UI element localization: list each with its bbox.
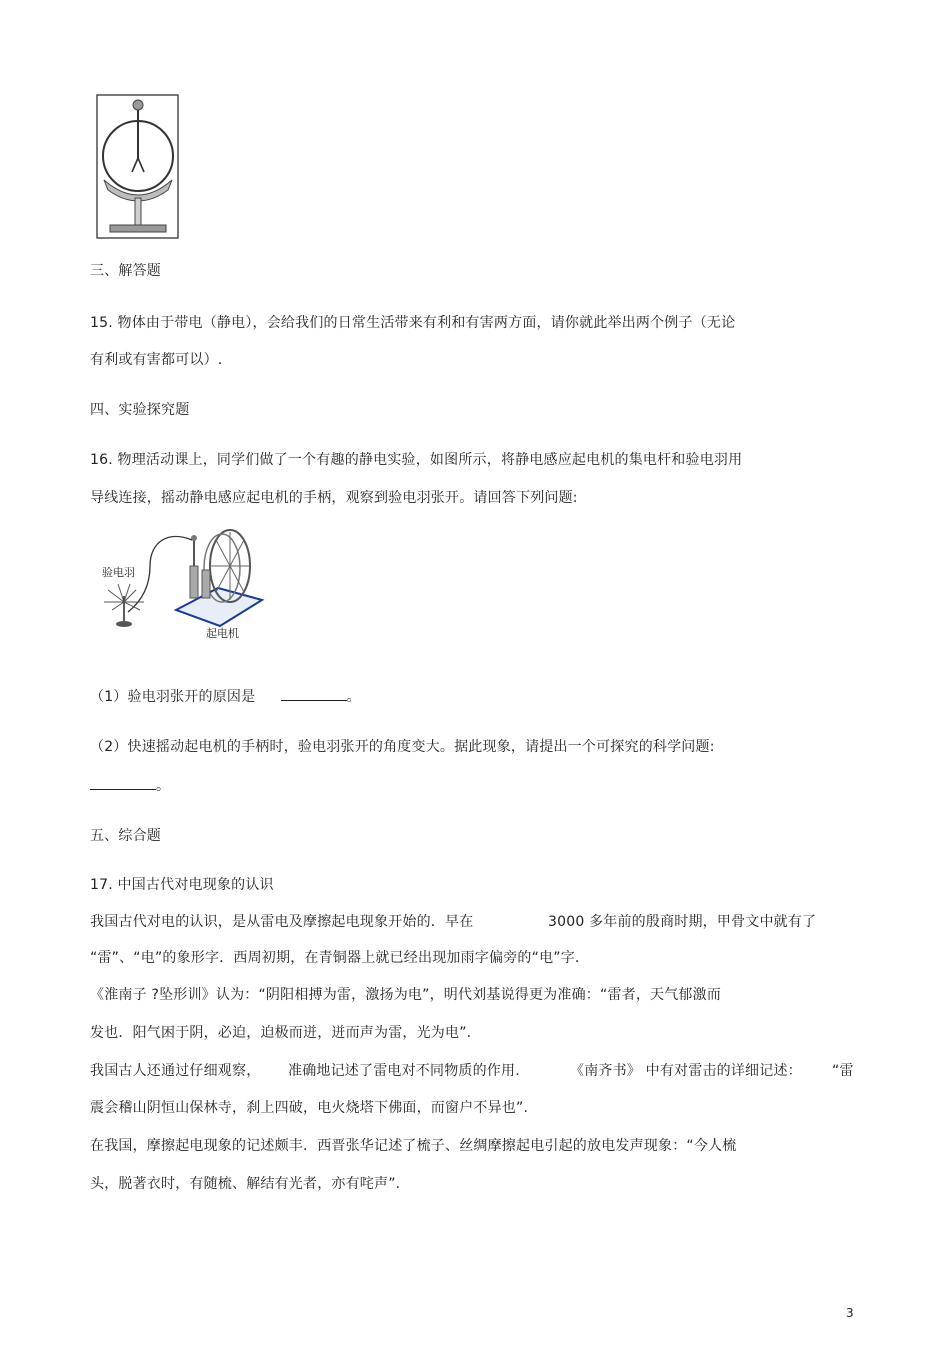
question-15-line-1: 15. 物体由于带电（静电），会给我们的日常生活带来有利和有害两方面，请你就此举出两个例子（无论 (90, 315, 736, 331)
q17-paragraph-4-line-1: 在我国，摩擦起电现象的记述颇丰．西晋张华记述了梳子、丝绸摩擦起电引起的放电发声现象：“今人梳 (90, 1138, 737, 1154)
q17-paragraph-3-seg-3: 《南齐书》 中有对雷击的详细记述： (570, 1063, 802, 1079)
section-heading-4: 四、实验探究题 (90, 402, 190, 418)
q17-paragraph-3-seg-2: 准确地记述了雷电对不同物质的作用. (288, 1063, 520, 1079)
q17-paragraph-2-line-2: 发也．阳气困于阴，必迫，迫极而迸，迸而声为雷，光为电”. (90, 1025, 472, 1041)
q17-paragraph-3-seg-1: 我国古人还通过仔细观察， (90, 1063, 261, 1079)
sub-1-end: 。 (346, 689, 361, 705)
question-16-line-2: 导线连接，摇动静电感应起电机的手柄，观察到验电羽张开。请回答下列问题: (90, 490, 578, 506)
label-feather-electroscope: 验电羽 (102, 566, 135, 579)
q17-paragraph-2-line-1: 《淮南子 ?坠形训》认为：“阴阳相搏为雷，激扬为电”，明代刘基说得更为准确：“雷者，天气郁激而 (90, 987, 722, 1003)
question-16-sub-2: （2）快速摇动起电机的手柄时，验电羽张开的角度变大。据此现象，请提出一个可探究的科学问题: (90, 739, 715, 755)
label-electrostatic-machine: 起电机 (206, 627, 239, 640)
section-heading-3: 三、解答题 (90, 263, 161, 279)
answer-blank-2[interactable] (90, 777, 156, 790)
sub-2-end: 。 (156, 778, 171, 794)
electrostatic-machine-figure (98, 526, 268, 642)
q17-paragraph-3-seg-4: “雷 (832, 1063, 854, 1079)
question-15-line-2: 有利或有害都可以）. (90, 352, 223, 368)
section-heading-5: 五、综合题 (90, 828, 161, 844)
q17-paragraph-1-line-1a: 我国古代对电的认识，是从雷电及摩擦起电现象开始的．早在 (90, 914, 474, 930)
question-16-sub-2-answer (90, 777, 170, 795)
electroscope-figure (96, 94, 180, 240)
q17-paragraph-4-line-2: 头，脱著衣时，有随梳、解结有光者，亦有咤声”. (90, 1176, 401, 1192)
question-17-title: 17. 中国古代对电现象的认识 (90, 877, 274, 893)
question-16-line-1: 16. 物理活动课上，同学们做了一个有趣的静电实验，如图所示，将静电感应起电机的集电杆和验电羽用 (90, 452, 743, 468)
q17-paragraph-3-line-2: 震会稽山阴恒山保林寺，刹上四破，电火烧塔下佛面，而窗户不异也”. (90, 1100, 529, 1116)
sub-1-text: （1）验电羽张开的原因是 (90, 689, 256, 705)
question-16-sub-1 (90, 688, 361, 706)
q17-paragraph-1-line-1b: 3000 多年前的殷商时期，甲骨文中就有了 (548, 914, 817, 930)
page-number: 3 (846, 1306, 854, 1320)
answer-blank-1[interactable] (281, 688, 347, 701)
q17-paragraph-1-line-2: “雷”、“电”的象形字．西周初期，在青铜器上就已经出现加雨字偏旁的“电”字. (90, 950, 580, 966)
